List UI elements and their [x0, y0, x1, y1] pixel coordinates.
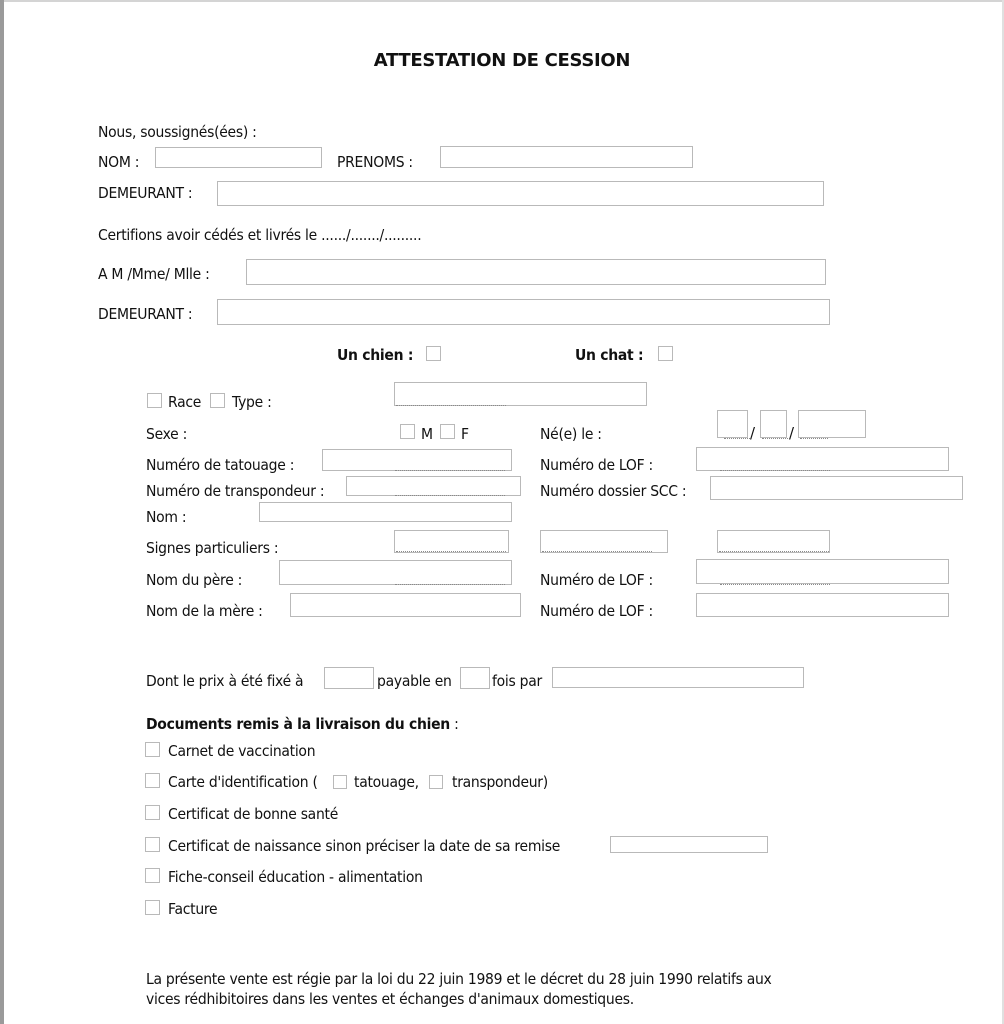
document-title: ATTESTATION DE CESSION [373, 50, 631, 71]
mere-lof-label: Numéro de LOF : [540, 602, 653, 620]
sexe-m-label: M [421, 425, 433, 443]
seller-demeurant-field[interactable] [217, 181, 824, 206]
pere-lof-label: Numéro de LOF : [540, 571, 653, 589]
type-label: Type : [232, 393, 272, 411]
animal-nom-label: Nom : [146, 508, 187, 526]
seller-nom-label: NOM : [98, 153, 140, 171]
mere-field[interactable] [290, 593, 521, 617]
page-left-border [0, 0, 4, 1024]
pere-lof-field[interactable] [696, 559, 949, 584]
transpondeur-dots [395, 495, 505, 496]
doc-sante-label: Certificat de bonne santé [168, 805, 339, 823]
page-top-border [0, 0, 1004, 2]
type-dotted-line [396, 405, 506, 406]
doc-tatouage-checkbox[interactable] [333, 775, 347, 789]
signes-dots-2 [542, 551, 652, 552]
type-field[interactable] [394, 382, 647, 406]
buyer-demeurant-field[interactable] [217, 299, 830, 325]
chat-checkbox[interactable] [658, 346, 673, 361]
footer-line-1: La présente vente est régie par la loi du 22 juin 1989 et le décret du 28 juin 1990 relatifs aux [146, 970, 772, 988]
ne-le-label: Né(e) le : [540, 425, 602, 443]
buyer-name-field[interactable] [246, 259, 826, 285]
scc-label: Numéro dossier SCC : [540, 482, 687, 500]
doc-carte-label: Carte d'identification ( [168, 773, 318, 791]
transpondeur-field[interactable] [346, 476, 521, 496]
birth-month-field[interactable] [760, 410, 787, 438]
doc-tatouage-label: tatouage, [354, 773, 419, 791]
doc-fiche-checkbox[interactable] [145, 868, 160, 883]
seller-prenoms-field[interactable] [440, 146, 693, 168]
sexe-f-checkbox[interactable] [440, 424, 455, 439]
doc-carnet-checkbox[interactable] [145, 742, 160, 757]
lof-field[interactable] [696, 447, 949, 471]
doc-fiche-label: Fiche-conseil éducation - alimentation [168, 868, 423, 886]
naissance-date-field[interactable] [610, 836, 768, 853]
pere-lof-dots [720, 584, 830, 585]
tatouage-field[interactable] [322, 449, 512, 471]
doc-facture-checkbox[interactable] [145, 900, 160, 915]
doc-sante-checkbox[interactable] [145, 805, 160, 820]
pere-label: Nom du père : [146, 571, 243, 589]
sexe-m-checkbox[interactable] [400, 424, 415, 439]
installments-field[interactable] [460, 667, 490, 689]
birth-day-dots [724, 438, 750, 439]
signes-field-1[interactable] [394, 530, 509, 553]
birth-year-dots [800, 438, 828, 439]
price-field[interactable] [324, 667, 374, 689]
payment-method-field[interactable] [552, 667, 804, 688]
doc-transpondeur-checkbox[interactable] [429, 775, 443, 789]
lof-dots [720, 470, 830, 471]
seller-nom-field[interactable] [155, 147, 322, 168]
chien-checkbox[interactable] [426, 346, 441, 361]
doc-facture-label: Facture [168, 900, 218, 918]
signes-dots-1 [396, 551, 506, 552]
certify-text: Certifions avoir cédés et livrés le ....../......./......... [98, 226, 422, 244]
date-separator: / [750, 424, 756, 442]
pere-field[interactable] [279, 560, 512, 585]
buyer-demeurant-label: DEMEURANT : [98, 305, 193, 323]
birth-day-field[interactable] [717, 410, 748, 438]
mere-label: Nom de la mère : [146, 602, 263, 620]
type-checkbox[interactable] [210, 393, 225, 408]
doc-transpondeur-label: transpondeur) [452, 773, 548, 791]
lof-label: Numéro de LOF : [540, 456, 653, 474]
race-label: Race [168, 393, 202, 411]
signes-label: Signes particuliers : [146, 539, 279, 557]
sexe-label: Sexe : [146, 425, 188, 443]
fois-par-label: fois par [492, 672, 542, 690]
price-prefix: Dont le prix à été fixé à [146, 672, 304, 690]
mere-lof-field[interactable] [696, 593, 949, 617]
signes-field-2[interactable] [540, 530, 668, 553]
documents-heading-text: Documents remis à la livraison du chien [146, 715, 450, 733]
intro-text: Nous, soussignés(ées) : [98, 123, 257, 141]
buyer-name-label: A M /Mme/ Mlle : [98, 265, 210, 283]
chien-label: Un chien : [337, 346, 414, 364]
seller-prenoms-label: PRENOMS : [337, 153, 413, 171]
chat-label: Un chat : [575, 346, 644, 364]
signes-dots-3 [719, 551, 829, 552]
pere-dots [395, 584, 505, 585]
tatouage-label: Numéro de tatouage : [146, 456, 295, 474]
scc-field[interactable] [710, 476, 963, 500]
tatouage-dots [395, 470, 505, 471]
documents-heading-colon: : [454, 715, 459, 733]
seller-demeurant-label: DEMEURANT : [98, 184, 193, 202]
birth-year-field[interactable] [798, 410, 866, 438]
animal-nom-field[interactable] [259, 502, 512, 522]
date-separator: / [789, 424, 795, 442]
doc-naissance-label: Certificat de naissance sinon préciser la date de sa remise [168, 837, 561, 855]
race-checkbox[interactable] [147, 393, 162, 408]
footer-line-2: vices rédhibitoires dans les ventes et échanges d'animaux domestiques. [146, 990, 634, 1008]
sexe-f-label: F [461, 425, 469, 443]
doc-carnet-label: Carnet de vaccination [168, 742, 316, 760]
payable-label: payable en [377, 672, 452, 690]
signes-field-3[interactable] [717, 530, 830, 553]
doc-naissance-checkbox[interactable] [145, 837, 160, 852]
birth-month-dots [762, 438, 788, 439]
transpondeur-label: Numéro de transpondeur : [146, 482, 325, 500]
doc-carte-checkbox[interactable] [145, 773, 160, 788]
documents-heading [146, 715, 459, 733]
